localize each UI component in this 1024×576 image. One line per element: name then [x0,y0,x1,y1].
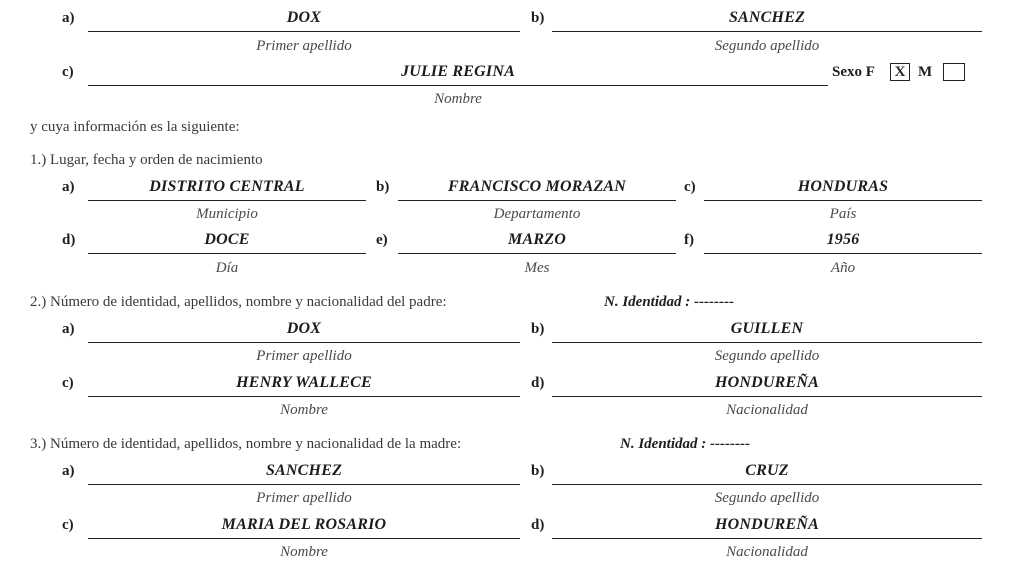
father-first-surname-line [88,342,520,343]
mother-second-surname-line [552,484,982,485]
subject-a-label: a) [62,10,75,26]
municipio-caption: Municipio [196,206,258,222]
departamento-caption: Departamento [493,206,581,222]
mother-name-caption: Nombre [280,544,328,560]
s1-f-label: f) [684,232,694,248]
father-first-surname-caption: Primer apellido [256,348,352,364]
mother-second-surname-value[interactable]: CRUZ [745,462,789,479]
mes-caption: Mes [524,260,550,276]
mother-nationality-value[interactable]: HONDUREÑA [714,516,820,533]
dia-line [88,253,366,254]
municipio-line [88,200,366,201]
s2-a-label: a) [62,321,75,337]
mother-first-surname-caption: Primer apellido [256,490,352,506]
sex-f-checkbox[interactable]: X [890,63,910,81]
s3-d-label: d) [531,517,545,533]
s1-c-label: c) [684,179,696,195]
mother-second-surname-caption: Segundo apellido [714,490,820,506]
s3-c-label: c) [62,517,74,533]
s1-b-label: b) [376,179,390,195]
anio-value[interactable]: 1956 [826,231,860,248]
father-nationality-value[interactable]: HONDUREÑA [714,374,820,391]
s3-a-label: a) [62,463,75,479]
dia-caption: Día [215,260,239,276]
s2-c-label: c) [62,375,74,391]
mother-id-label: N. Identidad : -------- [620,436,750,452]
pais-line [704,200,982,201]
mes-line [398,253,676,254]
mother-name-value[interactable]: MARIA DEL ROSARIO [221,516,387,533]
intro-text: y cuya información es la siguiente: [30,119,240,135]
section1-title: 1.) Lugar, fecha y orden de nacimiento [30,152,263,168]
father-second-surname-value[interactable]: GUILLEN [730,320,804,337]
subject-second-surname-line [552,31,982,32]
subject-name-line [88,85,828,86]
s1-a-label: a) [62,179,75,195]
father-second-surname-line [552,342,982,343]
subject-second-surname-caption: Segundo apellido [714,38,820,54]
mother-first-surname-value[interactable]: SANCHEZ [265,462,343,479]
mother-nationality-line [552,538,982,539]
section2-title: 2.) Número de identidad, apellidos, nombre y nacionalidad del padre: [30,294,447,310]
subject-b-label: b) [531,10,545,26]
s1-d-label: d) [62,232,76,248]
mes-value[interactable]: MARZO [508,231,566,248]
sex-m-checkbox[interactable] [943,63,965,81]
subject-second-surname-value[interactable]: SANCHEZ [728,9,806,26]
mother-first-surname-line [88,484,520,485]
mother-name-line [88,538,520,539]
father-name-line [88,396,520,397]
father-nationality-caption: Nacionalidad [726,402,808,418]
father-name-caption: Nombre [280,402,328,418]
s3-b-label: b) [531,463,545,479]
dia-value[interactable]: DOCE [204,231,250,248]
s1-e-label: e) [376,232,388,248]
anio-caption: Año [830,260,856,276]
father-name-value[interactable]: HENRY WALLECE [236,374,372,391]
father-id-label: N. Identidad : -------- [604,294,734,310]
s2-d-label: d) [531,375,545,391]
section3-title: 3.) Número de identidad, apellidos, nombre y nacionalidad de la madre: [30,436,462,452]
father-second-surname-caption: Segundo apellido [714,348,820,364]
s2-b-label: b) [531,321,545,337]
departamento-line [398,200,676,201]
subject-first-surname-line [88,31,520,32]
subject-first-surname-caption: Primer apellido [256,38,352,54]
subject-first-surname-value[interactable]: DOX [286,9,322,26]
mother-nationality-caption: Nacionalidad [726,544,808,560]
father-first-surname-value[interactable]: DOX [286,320,322,337]
pais-caption: País [829,206,857,222]
subject-name-caption: Nombre [434,91,482,107]
pais-value[interactable]: HONDURAS [797,178,889,195]
municipio-value[interactable]: DISTRITO CENTRAL [149,178,305,195]
subject-name-value[interactable]: JULIE REGINA [401,63,515,80]
sex-label: Sexo F [832,64,875,80]
sex-m-label: M [918,64,933,80]
father-nationality-line [552,396,982,397]
departamento-value[interactable]: FRANCISCO MORAZAN [447,178,627,195]
subject-c-label: c) [62,64,74,80]
anio-line [704,253,982,254]
